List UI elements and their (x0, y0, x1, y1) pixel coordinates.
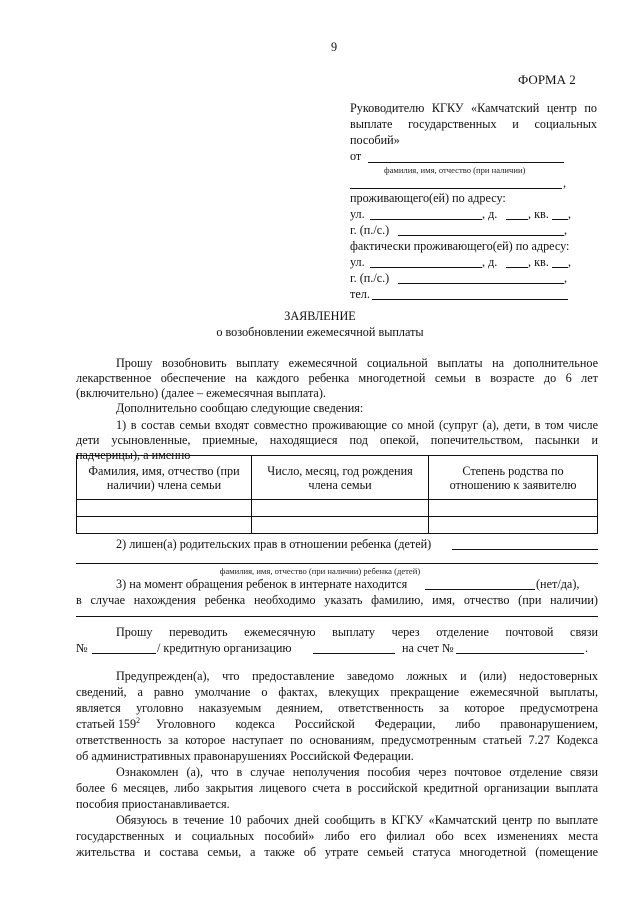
street-label: ул. (350, 255, 365, 269)
comma: , (564, 223, 568, 237)
paragraph-line: Обязуюсь в течение 10 рабочих дней сообщить в КГКУ «Камчатский центр по выплате (116, 813, 598, 827)
table-cell[interactable] (429, 500, 598, 517)
boarding-school-field[interactable] (425, 589, 535, 590)
table-cell[interactable] (429, 517, 598, 534)
children-fio-hint: фамилия, имя, отчество (при наличии) ребенка (детей) (219, 566, 421, 576)
paragraph-line: 1) в состав семьи входят совместно проживающие со мной (супруг (а), дети, в том числе (116, 418, 598, 432)
table-header-cell: Число, месяц, год рождения члена семьи (252, 456, 429, 500)
deprived-children-field-2[interactable] (76, 563, 598, 564)
addressee-line: пособий» (350, 133, 400, 147)
actual-address-label: фактически проживающего(ей) по адресу: (350, 239, 570, 253)
fio-hint: фамилия, имя, отчество (при наличии) (384, 165, 526, 175)
phone-field[interactable] (372, 299, 568, 300)
page-number: 9 (331, 40, 338, 54)
child-fio-field[interactable] (76, 616, 598, 617)
paragraph-line: Предупрежден(а), что предоставление заведомо ложных и (или) недостоверных (116, 669, 598, 683)
table-header-cell: Степень родства по отношению к заявителю (429, 456, 598, 500)
post-office-number-field[interactable] (92, 653, 156, 654)
account-number-field[interactable] (456, 653, 584, 654)
from-label: от (350, 149, 362, 163)
street-label: ул. (350, 207, 365, 221)
phone-label: тел. (350, 287, 370, 301)
paragraph-line: пособия приостанавливается. (76, 797, 230, 811)
article-text: Уголовного кодекса Российской Федерации, либо правонарушением, (156, 717, 598, 731)
house-field[interactable] (506, 219, 528, 220)
paragraph-line: об административных правонарушениях Российской Федерации. (76, 749, 414, 763)
comma: , (568, 255, 572, 269)
addressee-line: Руководителю КГКУ «Камчатский центр по (350, 101, 597, 115)
paragraph-line: более 6 месяцев, либо закрытия лицевого счета в российской кредитной организации выплата (76, 781, 598, 795)
table-row (77, 517, 598, 534)
apt-label: , кв. (528, 255, 549, 269)
actual-apt-field[interactable] (552, 267, 568, 268)
paragraph-line: ответственность за которое наступает по основаниям, предусмотренным статьей 7.27 Кодекса (76, 733, 598, 747)
actual-city-field[interactable] (398, 283, 564, 284)
apt-label: , кв. (528, 207, 549, 221)
paragraph-line: Ознакомлен (а), что в случае неполучения пособия через почтовое отделение связи (116, 765, 598, 779)
paragraph-line: жительства и состава семьи, а также об утрате семьей статуса многодетной (помещение (76, 845, 598, 859)
credit-org-label: / кредитную организацию (157, 641, 292, 655)
house-label: , д. (482, 255, 498, 269)
table-header-cell: Фамилия, имя, отчество (при наличии) члена семьи (77, 456, 252, 500)
paragraph-line: государственных и социальных пособий» либо его филиал обо всех изменениях места (76, 829, 598, 843)
comma: , (568, 207, 572, 221)
actual-street-field[interactable] (370, 267, 482, 268)
table-cell[interactable] (252, 517, 429, 534)
table-cell[interactable] (252, 500, 429, 517)
comma: , (563, 176, 567, 190)
table-cell[interactable] (77, 517, 252, 534)
comma: , (564, 271, 568, 285)
paragraph-line: в случае нахождения ребенка необходимо указать фамилию, имя, отчество (при наличии) (76, 593, 598, 607)
actual-house-field[interactable] (506, 267, 528, 268)
item-3-label: 3) на момент обращения ребенок в интернате находится (116, 577, 408, 591)
paragraph-line: падчерицы), а именно (76, 448, 191, 462)
paragraph-line: лекарственное обеспечение на каждого ребенка многодетной семьи в возрасте до 6 лет (76, 371, 598, 385)
table-cell[interactable] (77, 500, 252, 517)
city-label: г. (п./с.) (350, 223, 390, 237)
paragraph-line: Прошу возобновить выплату ежемесячной социальной выплаты на дополнительное (116, 356, 598, 370)
living-address-label: проживающего(ей) по адресу: (350, 191, 506, 205)
addressee-line: выплате государственных и социальных (350, 117, 597, 131)
form-label: ФОРМА 2 (518, 72, 576, 87)
yes-no-label: (нет/да), (536, 577, 580, 591)
paragraph-line: является уголовно наказуемым деянием, ответственность за которое предусмотрена (76, 701, 598, 715)
paragraph-line: Дополнительно сообщаю следующие сведения: (116, 401, 364, 415)
account-label: на счет № (402, 641, 454, 655)
number-sign: № (76, 641, 88, 655)
document-subtitle: о возобновлении ежемесячной выплаты (216, 325, 424, 339)
paragraph-line (76, 717, 598, 732)
house-label: , д. (482, 207, 498, 221)
paragraph-line: дети усыновленные, приемные, находящиеся под опекой, попечительством, пасынки и (76, 433, 598, 447)
item-2-label: 2) лишен(а) родительских прав в отношении ребенка (детей) (116, 537, 432, 551)
article-ref: статьей $159^2$ (76, 715, 141, 731)
table-row (77, 500, 598, 517)
from-fio-field[interactable] (368, 162, 564, 163)
credit-org-field[interactable] (313, 653, 395, 654)
paragraph-line: (включительно) (далее – ежемесячная выплата). (76, 386, 326, 400)
street-field[interactable] (370, 219, 482, 220)
period: . (585, 641, 589, 655)
from-fio-field-2[interactable] (350, 188, 562, 189)
deprived-children-field[interactable] (452, 549, 598, 550)
family-members-table (76, 455, 598, 534)
document-title: ЗАЯВЛЕНИЕ (284, 309, 356, 323)
city-field[interactable] (398, 235, 564, 236)
city-label: г. (п./с.) (350, 271, 390, 285)
paragraph-line: сведений, а равно умолчание о фактах, влекущих прекращение ежемесячной выплаты, (76, 685, 598, 699)
paragraph-line: Прошу переводить ежемесячную выплату через отделение почтовой связи (116, 625, 598, 639)
apt-field[interactable] (552, 219, 568, 220)
